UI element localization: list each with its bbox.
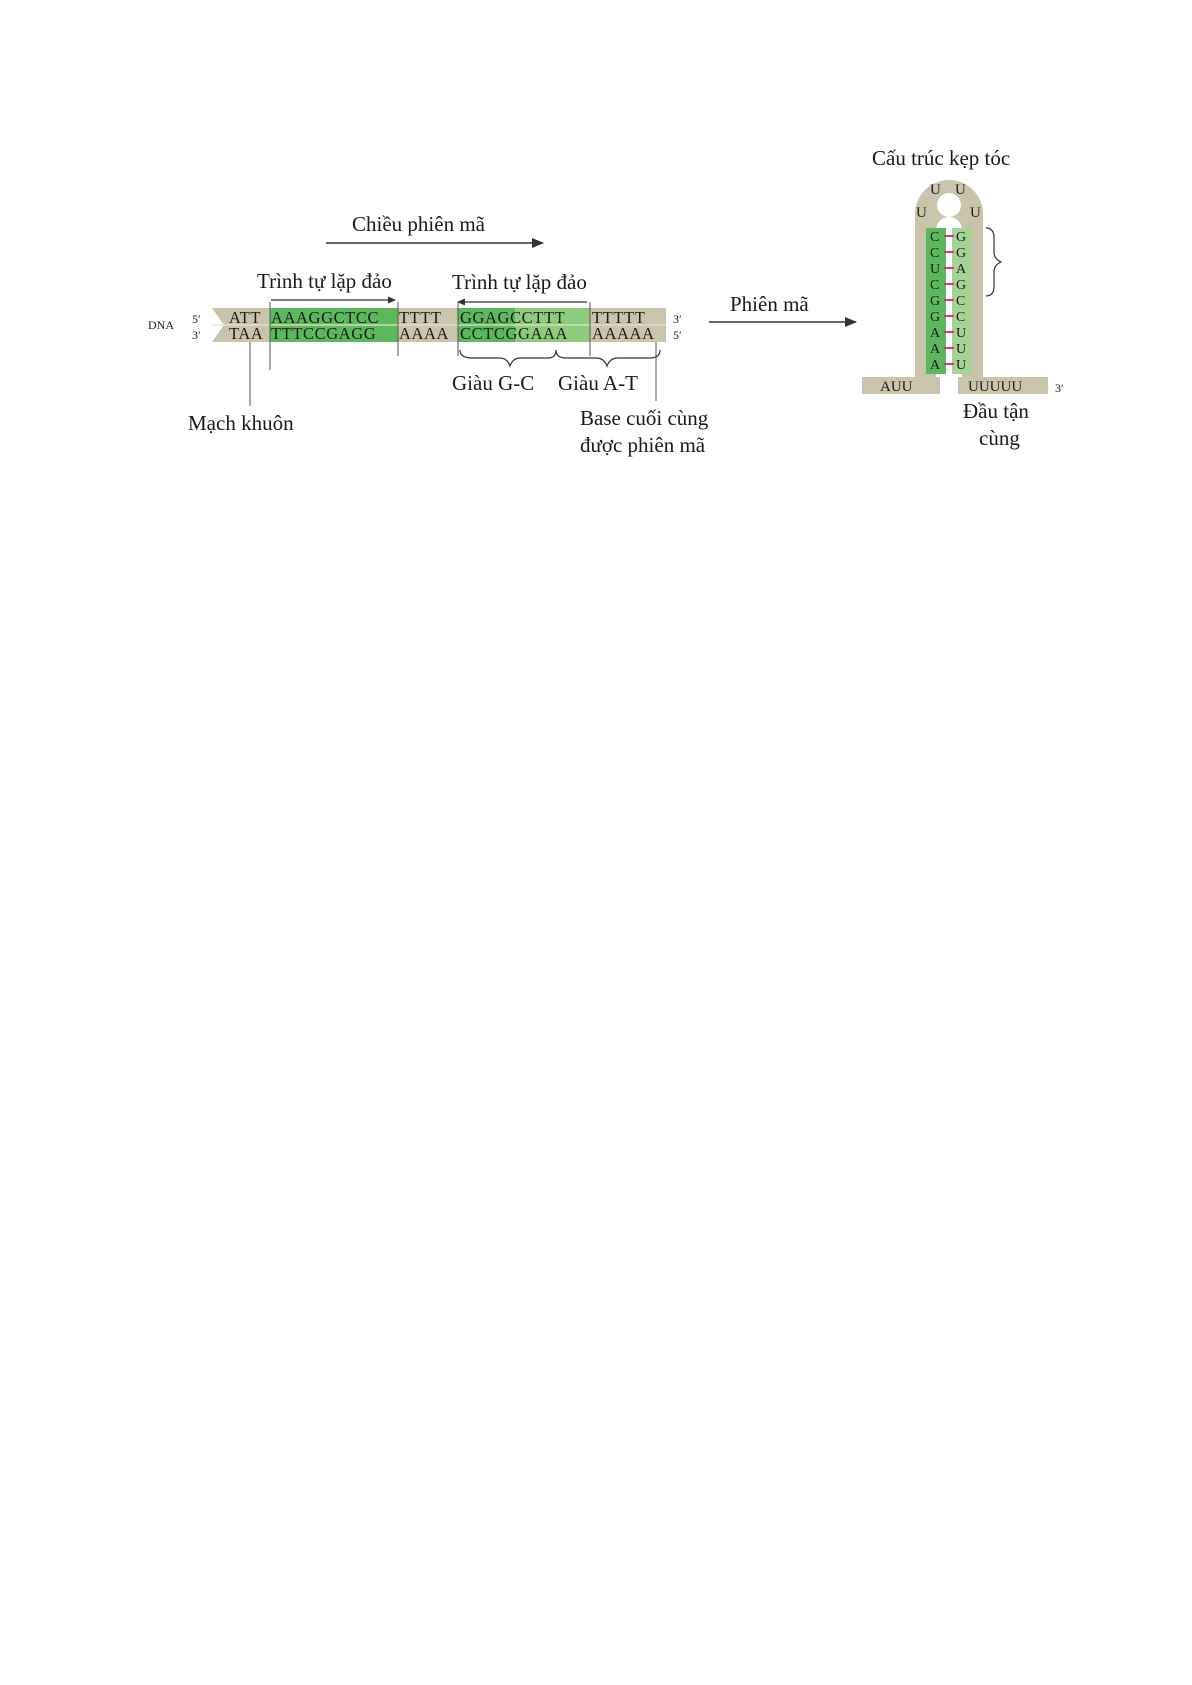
- stem-left-1: C: [930, 230, 940, 245]
- stem-brace: [986, 228, 1001, 296]
- stem-right-1: G: [956, 230, 967, 245]
- loop-base-4: U: [970, 205, 981, 221]
- gc-rich-label: Giàu G-C: [452, 371, 535, 395]
- stem-right-3: A: [956, 262, 967, 277]
- hairpin-title: Cấu trúc kẹp tóc: [872, 146, 1011, 170]
- stem-left-6: G: [930, 310, 941, 325]
- stem-left-2: C: [930, 246, 940, 261]
- hairpin-structure: [862, 180, 1048, 394]
- dna-label: DNA: [148, 318, 174, 332]
- stem-left-9: A: [930, 358, 941, 373]
- inverted-repeat-label-right: Trình tự lặp đảo: [452, 270, 587, 294]
- stem-right-7: U: [956, 326, 967, 341]
- stem-left-4: C: [930, 278, 940, 293]
- loop-base-2: U: [955, 182, 966, 198]
- loop-base-3: U: [916, 205, 927, 221]
- terminator-end-line2: cùng: [979, 426, 1020, 450]
- stem-right-9: U: [956, 358, 967, 373]
- at-rich-brace: [556, 350, 660, 366]
- rna-left-tail: AUU: [880, 379, 913, 395]
- stem-right-4: G: [956, 278, 967, 293]
- bottom-strand-seg-5: AAAAA: [592, 324, 655, 343]
- stem-left-3: U: [930, 262, 941, 277]
- transcription-label: Phiên mã: [730, 292, 809, 316]
- rna-three-prime: 3′: [1055, 381, 1064, 395]
- top-five-prime: 5′: [192, 312, 201, 326]
- top-strand-seg-3: TTTT: [399, 308, 442, 327]
- bottom-strand-seg-2: TTTCCGAGG: [271, 324, 377, 343]
- stem-left-8: A: [930, 342, 941, 357]
- transcription-direction-label: Chiều phiên mã: [352, 212, 485, 236]
- top-three-prime: 3′: [673, 312, 682, 326]
- top-strand-seg-1: ATT: [229, 308, 262, 327]
- top-strand-seg-2: AAAGGCTCC: [271, 308, 380, 327]
- top-strand-seg-5: TTTTT: [592, 308, 646, 327]
- last-base-label-line2: được phiên mã: [580, 433, 706, 457]
- bottom-strand-seg-4: CCTCGGAAA: [460, 324, 569, 343]
- bottom-three-prime: 3′: [192, 328, 201, 342]
- inverted-repeat-label-left: Trình tự lặp đảo: [257, 269, 392, 293]
- stem-left-5: G: [930, 294, 941, 309]
- rna-right-tail: UUUUU: [968, 379, 1023, 395]
- stem-right-5: C: [956, 294, 966, 309]
- bottom-strand-seg-1: TAA: [229, 324, 264, 343]
- loop-base-1: U: [930, 182, 941, 198]
- template-strand-label: Mạch khuôn: [188, 411, 294, 435]
- stem-right-8: U: [956, 342, 967, 357]
- at-rich-label: Giàu A-T: [558, 371, 638, 395]
- top-strand-seg-4: GGAGCCTTT: [460, 308, 566, 327]
- gc-rich-brace: [460, 350, 556, 366]
- bottom-five-prime: 5′: [673, 328, 682, 342]
- stem-right-6: C: [956, 310, 966, 325]
- terminator-end-line1: Đầu tận: [963, 399, 1029, 423]
- bottom-strand-seg-3: AAAA: [399, 324, 450, 343]
- stem-left-7: A: [930, 326, 941, 341]
- stem-right-2: G: [956, 246, 967, 261]
- last-base-label-line1: Base cuối cùng: [580, 406, 709, 430]
